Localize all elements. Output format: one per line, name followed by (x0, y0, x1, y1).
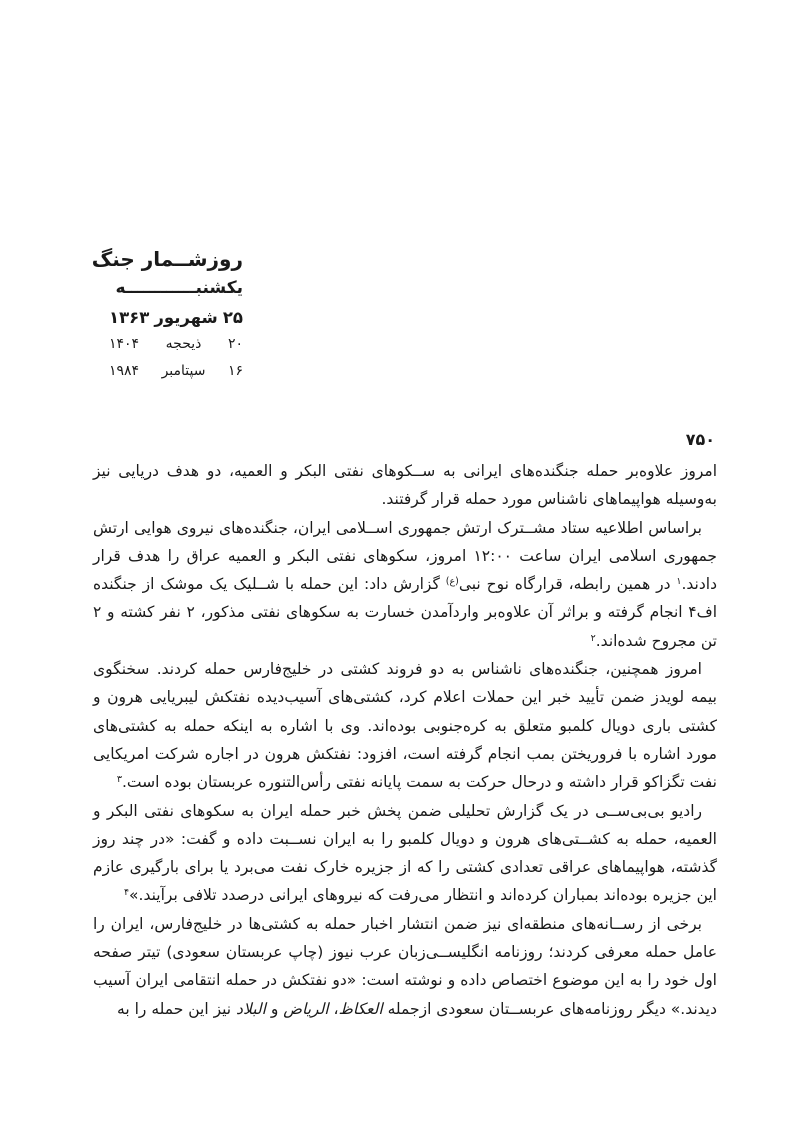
date-day: ۲۰ (227, 336, 243, 352)
date-rows (109, 304, 243, 385)
date-day: ۱۶ (227, 363, 243, 379)
date-row (109, 331, 243, 358)
page-number: ۷۵۰ (685, 430, 715, 449)
paragraph (93, 797, 717, 910)
text-run: امروز همچنین، جنگنده‌های ناشناس به دو فروند کشتی در خلیج‌فارس حمله کردند. سخنگوی بیمه لویدز ضمن تأیید خبر این حملات اعلام کرد، کشتی‌های آسیب‌دیده نفتکش لیبریایی هرون و کشتی باری دویال کلمبو متعلق به کره‌جنوبی بوده‌اند. وی با اشاره به اینکه حمله به کشتی‌های مورد اشاره با فروریختن بمب انجام گرفته است، افزود: نفتکش هرون در اجاره شرکت امریکایی نفت تگزاکو قرار داشته و درحال حرکت به سمت پایانه نفتی رأس‌التنوره عربستان بوده است. (93, 660, 717, 792)
date-month: سپتامبر (161, 363, 206, 379)
text-run: گزارش داد: این حمله با شــلیک یک موشک از جنگنده اف۴ انجام گرفته و براثر آن علاوه‌بر واردآمدن خسارت به سکوهای نفتی مذکور، ۲ نفر کشته و ۲ تن مجروح شده‌اند. (93, 575, 717, 650)
footnote-marker: (ع) (445, 576, 459, 588)
footnote-marker: ۴ (123, 887, 130, 899)
paragraph (93, 514, 717, 655)
footnote-marker: ۲ (590, 632, 596, 644)
date-day: ۲۵ (222, 308, 243, 327)
paragraph (93, 910, 717, 1023)
date-row (109, 358, 243, 385)
newspaper-name: البلاد (236, 999, 266, 1018)
newspaper-name: العکاظ (338, 999, 383, 1018)
text-run: امروز علاوه‌بر حمله جنگنده‌های ایرانی به ســکوهای نفتی البکر و العمیه، دو هدف دریایی نیز به‌وسیله هواپیماهای ناشناس مورد حمله قرار گرفتند. (93, 462, 717, 509)
text-run: نیز این حمله را به (117, 999, 237, 1018)
footnote-marker: ۱ (676, 576, 682, 588)
text-run: براساس اطلاعیه ستاد مشــترک ارتش جمهوری اســلامی ایران، جنگنده‌های نیروی هوایی ارتش جمهوری اسلامی ایران ساعت ۱۲:۰۰ امروز، سکوهای نفتی البکر و العمیه عراق را هدف قرار دادند. (93, 518, 717, 594)
date-month: ذیحجه (165, 336, 202, 352)
date-year: ۱۹۸۴ (109, 363, 140, 379)
text-run: رادیو بی‌بی‌ســی در یک گزارش تحلیلی ضمن پخش خبر حمله ایران به سکوهای نفتی البکر و العمیه، حمله به کشــتی‌های هرون و دویال کلمبو را به ایران نســبت داده و گفت: «در چند روز گذشته، هواپیماهای عراقی تعدادی کشتی را که از جزیره خارک نفت می‌برد یا برای بارگیری عازم این جزیره بوده‌اند بمباران کرده‌اند و انتظار می‌رفت که نیروهای ایرانی درصدد تلافی برآیند.» (93, 801, 717, 905)
body-text (93, 457, 717, 1023)
date-row (109, 304, 243, 331)
date-year: ۱۳۶۳ (109, 308, 150, 327)
entry-header (91, 244, 243, 385)
text-run: ، (328, 999, 339, 1018)
text-run: برخی از رســانه‌های منطقه‌ای نیز ضمن انتشار اخبار حمله به کشتی‌ها در خلیج‌فارس، ایران را عامل حمله معرفی کردند؛ روزنامه انگلیســی‌زبان عرب نیوز (چاپ عربستان سعودی) تیتر صفحه اول خود را به این موضوع اختصاص داده و نوشته است: «دو نفتکش در حمله انتقامی ایران آسیب دیدند.» دیگر روزنامه‌های عربســتان سعودی ازجمله (93, 914, 717, 1018)
date-year: ۱۴۰۴ (109, 336, 140, 352)
weekday-label: یکشنبــــــــــــه (115, 278, 243, 298)
text-run: در همین رابطه، قرارگاه نوح نبی (458, 575, 677, 594)
paragraph (93, 457, 717, 514)
page-title: روزشــمار جنگ (91, 247, 243, 271)
footnote-marker: ۳ (116, 774, 122, 786)
newspaper-name: الریاض (283, 999, 329, 1018)
date-month: شهریور (154, 308, 218, 327)
text-run: و (265, 999, 284, 1018)
paragraph (93, 655, 717, 796)
